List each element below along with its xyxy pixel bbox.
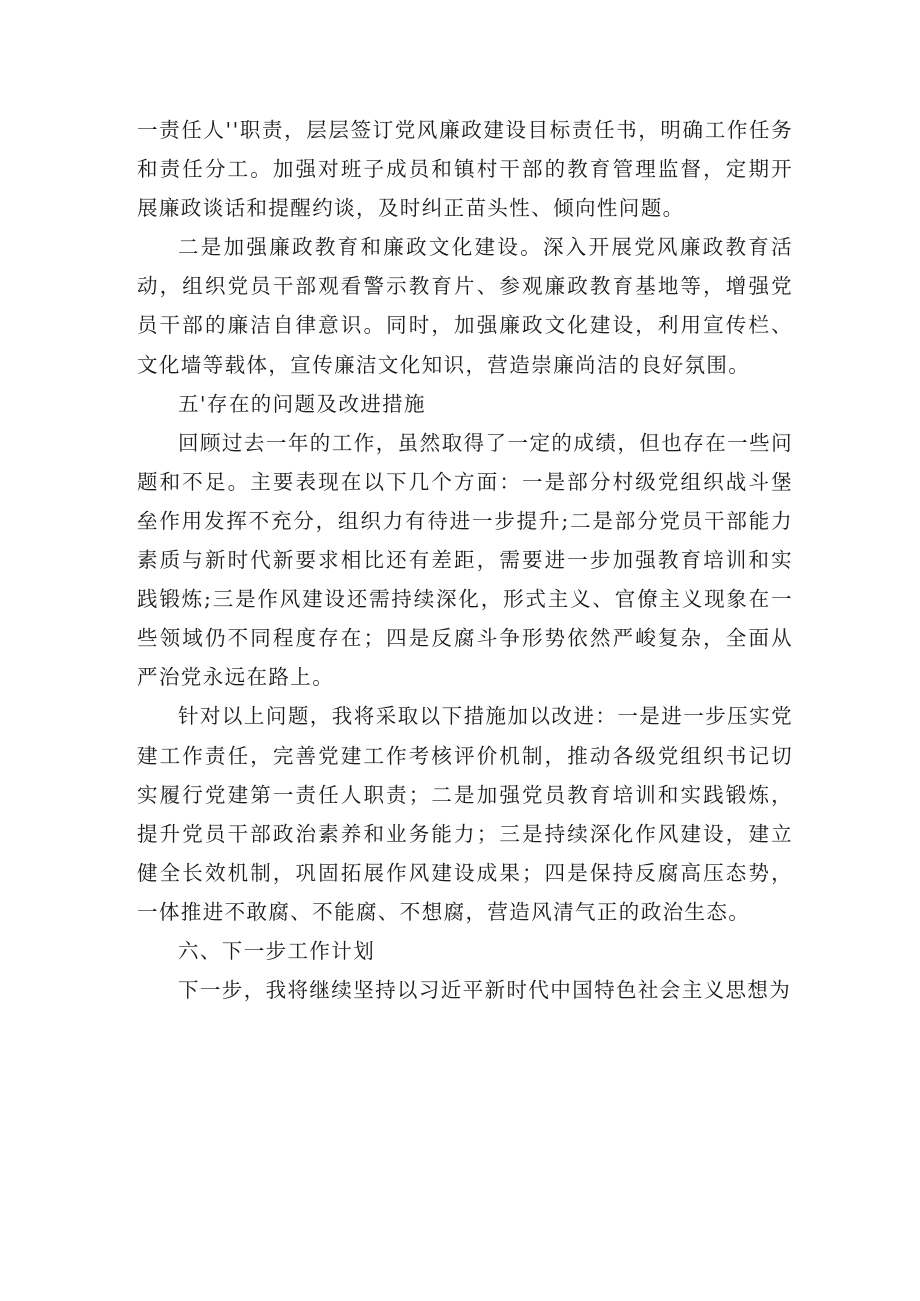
section-heading-problems-and-measures: 五'存在的问题及改进措施: [178, 391, 426, 416]
document-body: [137, 111, 793, 1010]
paragraph-responsibility: 一责任人''职责，层层签订党风廉政建设目标责任书，明确工作任务和责任分工。加强对班子成员和镇村干部的教育管理监督，定期开展廉政谈话和提醒约谈，及时纠正苗头性、倾向性问题。: [137, 118, 793, 221]
paragraph-improvement-measures: 针对以上问题，我将采取以下措施加以改进：一是进一步压实党建工作责任，完善党建工作考核评价机制，推动各级党组织书记切实履行党建第一责任人职责；二是加强党员教育培训和实践锻炼，提升党员干部政治素养和业务能力；三是持续深化作风建设，建立健全长效机制，巩固拓展作风建设成果；四是保持反腐高压态势，一体推进不敢腐、不能腐、不想腐，营造风清气正的政治生态。: [137, 704, 793, 924]
paragraph-problems: 回顾过去一年的工作，虽然取得了一定的成绩，但也存在一些问题和不足。主要表现在以下几个方面：一是部分村级党组织战斗堡垒作用发挥不充分，组织力有待进一步提升;二是部分党员干部能力素质与新时代新要求相比还有差距，需要进一步加强教育培训和实践锻炼;三是作风建设还需持续深化，形式主义、官僚主义现象在一些领域仍不同程度存在；四是反腐斗争形势依然严峻复杂，全面从严治党永远在路上。: [137, 430, 793, 690]
paragraph-clean-governance-education: 二是加强廉政教育和廉政文化建设。深入开展党风廉政教育活动，组织党员干部观看警示教育片、参观廉政教育基地等，增强党员干部的廉洁自律意识。同时，加强廉政文化建设，利用宣传栏、文化墙等载体，宣传廉洁文化知识，营造崇廉尚洁的良好氛围。: [137, 235, 793, 377]
section-heading-next-steps: 六、下一步工作计划: [178, 938, 376, 963]
paragraph-next-steps: 下一步，我将继续坚持以习近平新时代中国特色社会主义思想为: [178, 978, 792, 1003]
